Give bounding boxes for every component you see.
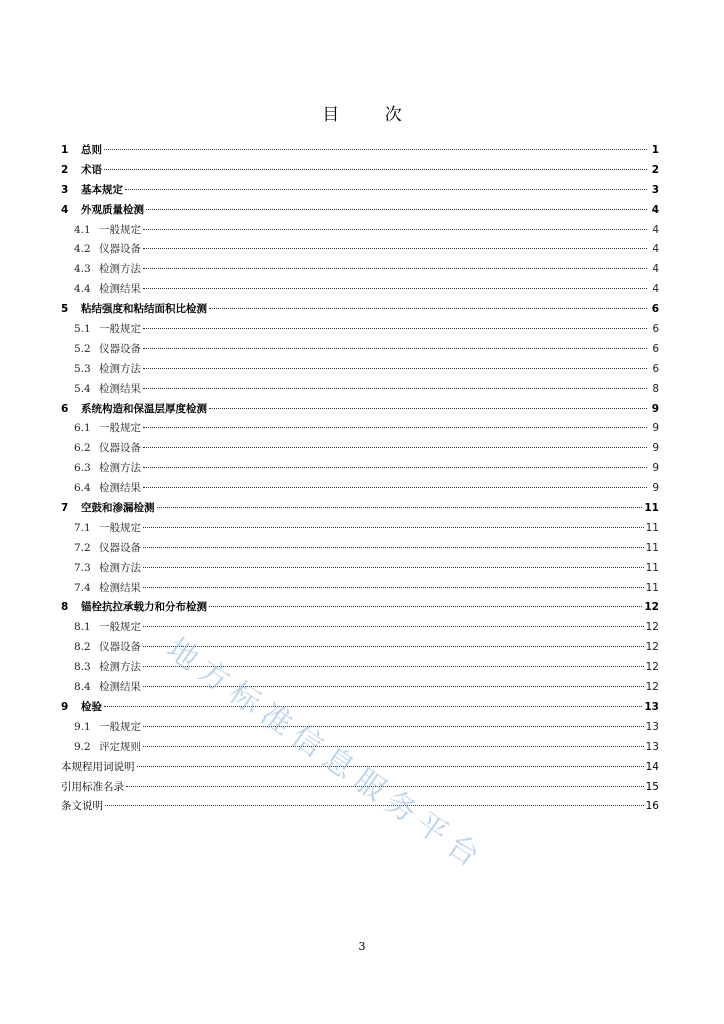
toc-entry-page: 6 [652, 323, 659, 336]
toc-entry-label: 条文说明 [61, 800, 103, 813]
toc-entry-label: 检测结果 [99, 581, 141, 594]
toc-entry[interactable] [61, 320, 659, 340]
toc-leader-dots [104, 149, 647, 150]
toc-entry-page: 6 [651, 303, 659, 316]
toc-entry[interactable] [61, 201, 659, 221]
toc-entry[interactable] [61, 499, 659, 519]
toc-entry-label: 检测方法 [99, 561, 141, 574]
toc-leader-dots [105, 805, 644, 806]
toc-entry[interactable] [61, 519, 659, 539]
toc-entry-label: 检测方法 [99, 661, 141, 674]
toc-entry[interactable] [61, 340, 659, 360]
toc-entry-label: 检验 [81, 700, 102, 713]
toc-entry-number: 7.1 [74, 521, 91, 534]
toc-entry-page: 4 [652, 283, 659, 296]
toc-leader-dots [143, 268, 647, 269]
toc-entry[interactable] [61, 280, 659, 300]
toc-entry-label: 外观质量检测 [81, 203, 144, 216]
toc-entry[interactable] [61, 718, 659, 738]
toc-entry-page: 12 [644, 601, 659, 614]
toc-entry-page: 1 [651, 144, 659, 156]
toc-entry[interactable] [61, 240, 659, 260]
toc-entry-page: 12 [645, 681, 659, 694]
toc-leader-dots [143, 328, 647, 329]
toc-entry[interactable] [61, 360, 659, 380]
toc-entry-label: 检测结果 [99, 382, 141, 395]
toc-entry-number: 7 [61, 502, 69, 515]
toc-entry-label: 术语 [81, 163, 102, 176]
toc-leader-dots [104, 706, 642, 707]
toc-leader-dots [137, 766, 644, 767]
toc-entry-page: 11 [645, 521, 659, 534]
toc-entry-number: 6.2 [74, 442, 91, 455]
toc-leader-dots [143, 666, 644, 667]
toc-entry-page: 9 [651, 402, 659, 415]
toc-leader-dots [126, 786, 644, 787]
toc-entry-number: 4.1 [74, 223, 91, 236]
toc-leader-dots [143, 288, 647, 289]
toc-entry-number: 4.4 [74, 283, 91, 296]
toc-leader-dots [143, 587, 644, 588]
toc-entry-label: 粘结强度和粘结面积比检测 [81, 303, 207, 316]
toc-entry-label: 检测方法 [99, 263, 141, 276]
toc-entry-number: 5.4 [74, 382, 91, 395]
toc-entry-page: 12 [645, 621, 659, 634]
toc-entry-number: 8.3 [74, 661, 91, 674]
toc-entry[interactable] [61, 181, 659, 201]
toc-entry[interactable] [61, 638, 659, 658]
toc-leader-dots [143, 388, 647, 389]
toc-entry-label: 检测结果 [99, 482, 141, 495]
toc-leader-dots [146, 209, 647, 210]
toc-leader-dots [143, 746, 644, 747]
page-number: 3 [358, 940, 366, 953]
toc-entry-page: 12 [645, 661, 659, 674]
toc-entry-label: 检测方法 [99, 462, 141, 475]
toc-entry-page: 4 [652, 223, 659, 236]
toc-leader-dots [143, 726, 644, 727]
toc-entry-label: 检测结果 [99, 681, 141, 694]
toc-leader-dots [143, 248, 647, 249]
toc-entry[interactable] [61, 658, 659, 678]
toc-entry-number: 5 [61, 303, 69, 316]
toc-entry-number: 9 [61, 700, 69, 713]
toc-leader-dots [143, 646, 644, 647]
toc-entry-label: 仪器设备 [99, 342, 141, 355]
toc-leader-dots [143, 686, 644, 687]
toc-entry-page: 2 [651, 163, 659, 176]
toc-entry-number: 9.2 [74, 740, 91, 753]
toc-leader-dots [143, 447, 647, 448]
toc-entry[interactable] [61, 539, 659, 559]
toc-entry-page: 13 [645, 720, 659, 733]
toc-leader-dots [104, 169, 647, 170]
toc-entry-label: 仪器设备 [99, 243, 141, 256]
toc-entry-label: 评定规则 [99, 740, 141, 753]
table-of-contents [61, 141, 659, 817]
toc-entry-page: 3 [651, 183, 659, 196]
toc-entry[interactable] [61, 419, 659, 439]
toc-entry-page: 4 [651, 203, 659, 216]
toc-entry-page: 11 [645, 561, 659, 574]
toc-entry[interactable] [61, 400, 659, 420]
toc-entry[interactable] [61, 698, 659, 718]
toc-entry-label: 一般规定 [99, 323, 141, 336]
toc-entry[interactable] [61, 797, 659, 817]
toc-entry-page: 13 [645, 740, 659, 753]
toc-entry-number: 4 [61, 203, 69, 216]
toc-entry-number: 6.3 [74, 462, 91, 475]
toc-leader-dots [143, 626, 644, 627]
toc-leader-dots [143, 427, 647, 428]
toc-entry-number: 9.1 [74, 720, 91, 733]
toc-entry-label: 一般规定 [99, 621, 141, 634]
toc-entry-page: 9 [652, 442, 659, 455]
toc-entry-page: 8 [652, 382, 659, 395]
toc-leader-dots [143, 527, 644, 528]
toc-entry-number: 7.4 [74, 581, 91, 594]
toc-entry[interactable] [61, 559, 659, 579]
toc-entry-page: 11 [644, 502, 659, 515]
toc-entry-label: 仪器设备 [99, 442, 141, 455]
toc-entry-page: 6 [652, 362, 659, 375]
toc-entry-page: 13 [644, 700, 659, 713]
toc-entry-label: 一般规定 [99, 422, 141, 435]
toc-entry[interactable] [61, 221, 659, 241]
toc-leader-dots [209, 408, 647, 409]
toc-entry-number: 8.1 [74, 621, 91, 634]
toc-entry-number: 4.3 [74, 263, 91, 276]
toc-entry-page: 11 [645, 581, 659, 594]
toc-entry-page: 15 [645, 780, 659, 793]
toc-entry-number: 5.1 [74, 323, 91, 336]
toc-leader-dots [143, 567, 644, 568]
toc-entry-number: 2 [61, 163, 69, 176]
toc-title: 目 次 [322, 105, 422, 125]
toc-entry-number: 8 [61, 601, 69, 614]
toc-entry[interactable] [61, 678, 659, 698]
toc-entry-number: 5.3 [74, 362, 91, 375]
toc-entry[interactable] [61, 579, 659, 599]
toc-entry-label: 一般规定 [99, 720, 141, 733]
toc-entry[interactable] [61, 618, 659, 638]
toc-entry-label: 空鼓和渗漏检测 [81, 502, 155, 515]
toc-entry-number: 4.2 [74, 243, 91, 256]
toc-entry[interactable] [61, 778, 659, 798]
toc-leader-dots [143, 229, 647, 230]
toc-leader-dots [209, 308, 647, 309]
toc-entry-number: 5.2 [74, 342, 91, 355]
toc-entry[interactable] [61, 439, 659, 459]
toc-leader-dots [143, 487, 647, 488]
toc-entry[interactable] [61, 598, 659, 618]
toc-entry[interactable] [61, 758, 659, 778]
toc-leader-dots [209, 606, 642, 607]
toc-entry-number: 8.2 [74, 641, 91, 654]
toc-entry[interactable] [61, 260, 659, 280]
toc-entry-page: 11 [645, 541, 659, 554]
toc-entry-page: 16 [645, 800, 659, 813]
toc-entry-label: 一般规定 [99, 223, 141, 236]
toc-entry-number: 3 [61, 183, 69, 196]
toc-entry-number: 1 [61, 144, 69, 156]
toc-entry[interactable] [61, 738, 659, 758]
toc-entry-label: 检测结果 [99, 283, 141, 296]
toc-entry-label: 总则 [81, 144, 102, 156]
toc-entry-label: 仪器设备 [99, 541, 141, 554]
toc-entry[interactable] [61, 459, 659, 479]
toc-entry-number: 6 [61, 402, 69, 415]
toc-entry-number: 6.1 [74, 422, 91, 435]
toc-entry-page: 12 [645, 641, 659, 654]
toc-entry-label: 检测方法 [99, 362, 141, 375]
toc-entry-label: 系统构造和保温层厚度检测 [81, 402, 207, 415]
toc-entry-label: 引用标准名录 [61, 780, 124, 793]
toc-entry[interactable] [61, 300, 659, 320]
toc-entry-page: 6 [652, 342, 659, 355]
toc-leader-dots [143, 467, 647, 468]
toc-entry-label: 仪器设备 [99, 641, 141, 654]
toc-entry[interactable] [61, 141, 659, 161]
toc-entry-page: 9 [652, 462, 659, 475]
toc-entry[interactable] [61, 161, 659, 181]
toc-leader-dots [125, 189, 647, 190]
watermark: 地方标准信息服务平台 [160, 631, 492, 879]
toc-entry-page: 14 [645, 760, 659, 773]
toc-entry-page: 4 [652, 243, 659, 256]
toc-entry-label: 基本规定 [81, 183, 123, 196]
toc-entry-label: 一般规定 [99, 521, 141, 534]
toc-entry-label: 本规程用词说明 [61, 760, 135, 773]
toc-entry-number: 7.3 [74, 561, 91, 574]
toc-entry-page: 4 [652, 263, 659, 276]
toc-entry-page: 9 [652, 482, 659, 495]
toc-entry-number: 7.2 [74, 541, 91, 554]
toc-leader-dots [157, 507, 643, 508]
toc-leader-dots [143, 547, 644, 548]
toc-leader-dots [143, 368, 647, 369]
toc-entry-number: 6.4 [74, 482, 91, 495]
toc-entry-label: 锚栓抗拉承载力和分布检测 [81, 601, 207, 614]
toc-entry-number: 8.4 [74, 681, 91, 694]
toc-entry[interactable] [61, 479, 659, 499]
toc-leader-dots [143, 348, 647, 349]
toc-entry[interactable] [61, 380, 659, 400]
toc-entry-page: 9 [652, 422, 659, 435]
